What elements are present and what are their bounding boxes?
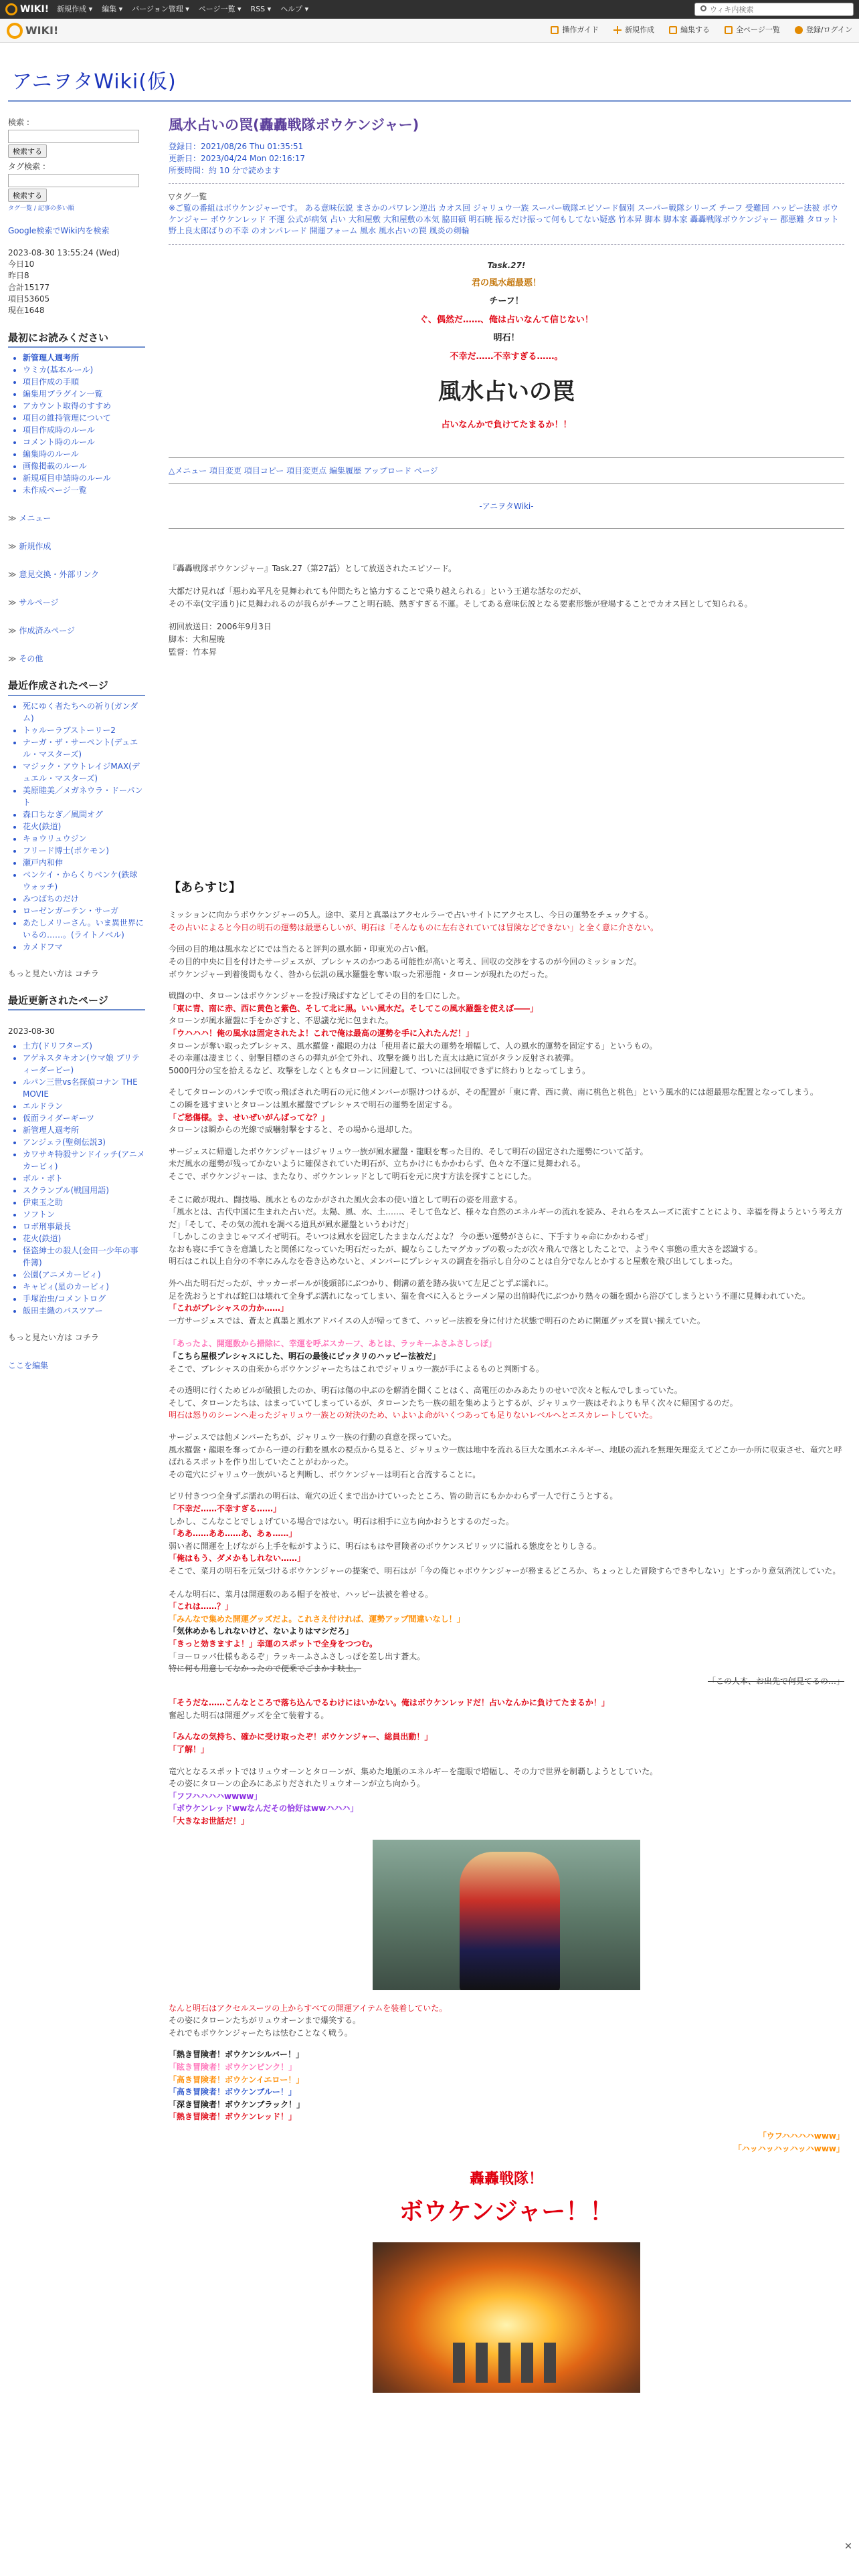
synopsis-heading: 【あらすじ】 (169, 881, 241, 895)
synopsis-line: 「そうだな……こんなところで落ち込んでるわけにはいかない。俺はボウケンレッドだ！占いなんかに負けてたまるか！」 (169, 1698, 609, 1708)
synopsis-line: しかし、こんなことでしょげている場合ではない。明石は相手に立ち向かおうとするのだった。 (169, 1516, 514, 1526)
recent-pages-list (8, 700, 145, 953)
divider (169, 244, 844, 245)
tags-label[interactable]: ▽タグ一覧 (169, 191, 207, 201)
updated-pages-heading: 最近更新されたページ (8, 993, 145, 1011)
list-item[interactable]: • 新管理人週考所 (23, 352, 145, 364)
recent-pages-heading: 最近作成されたページ (8, 678, 145, 696)
team-name-line: 轟轟戦隊！ (469, 2171, 543, 2188)
team-name-big: ボウケンジャー！！ (399, 2198, 614, 2226)
explosion-image (373, 2242, 640, 2393)
synopsis-line: 「しかしこのままじゃマズイぜ明石。そいつは風水を固定したままなんだよな？ 今の悪い運勢がさらに、下手すりゃ命にかかわるぜ」 (169, 1232, 653, 1242)
list-item[interactable]: • ロボ刑事最長 (23, 1220, 145, 1232)
intro-block (169, 259, 844, 432)
list-item[interactable]: • 伊東玉之助 (23, 1196, 145, 1208)
synopsis-line: タローンが風水羅盤に手をかざすと、不思議な光に包まれた。 (169, 1016, 393, 1026)
intro-line: チーフ！ (489, 296, 524, 307)
read-first-list (8, 352, 145, 496)
list-item[interactable]: • 花火(鉄道) (23, 1232, 145, 1245)
wiki-logo-large[interactable] (7, 22, 87, 39)
synopsis-line: 「深き冒険者！ボウケンブラック！」 (169, 2099, 305, 2109)
list-item[interactable]: • アカウント取得のすすめ (23, 400, 145, 412)
sidebar-section-menu[interactable]: ≫ メニュー (8, 512, 145, 524)
synopsis-line: ミッションに向かうボウケンジャーの5人。途中、菜月と真墨はアクセルラーで占いサイトにアクセスし、今日の運勢をチェックする。 (169, 910, 654, 920)
synopsis-5 (169, 2002, 844, 2123)
sidebar-section-other[interactable]: ≫ その他 (8, 653, 145, 665)
tag-search-label: タグ検索 : (8, 162, 45, 171)
synopsis-line: 「あったよ、開運数から掃除に、幸運を呼ぶスカーフ、あとは、ラッキーふさふさしっぽ」 (169, 1339, 496, 1349)
boukenred-figure (460, 1852, 560, 1990)
page-meta (169, 140, 844, 177)
list-item[interactable]: • ナーガ・ザ・サーペント(デュエル・マスターズ) (23, 736, 145, 760)
sidebar-search-button[interactable]: 検索する (8, 144, 47, 158)
edit-button[interactable] (669, 25, 710, 36)
list-item[interactable]: • コメント時のルール (23, 436, 145, 448)
title-divider (8, 100, 851, 102)
synopsis-line: そこに敵が現れ、闘技場、風水とものなかがされた風火会本の使い道として明石の姿を用意する。 (169, 1194, 522, 1204)
site-title[interactable]: アニヲタWiki(仮) (12, 70, 177, 94)
synopsis-2 (169, 1194, 844, 1327)
synopsis-line: 竜穴となるスポットではリュウオーンとタローンが、集めた地脈のエネルギーを龍眼で増幅し、その力で世界を制覇しようとしていた。 (169, 1766, 658, 1776)
list-item[interactable]: • 項目作成時のルール (23, 424, 145, 436)
synopsis-line: この瞬を逃すまいとタローンは風水羅盤でプレシャスで明石の運勢を固定する。 (169, 1099, 457, 1109)
laugh-lines (169, 2130, 844, 2155)
list-item[interactable]: • 項目作成の手順 (23, 376, 145, 388)
list-item[interactable]: • キャピィ(星のカービィ) (23, 1281, 145, 1293)
google-search-link[interactable]: Google検索でWiki内を検索 (8, 225, 110, 235)
menu-new[interactable]: 新規作成 ▾ (57, 4, 93, 13)
synopsis-line: 「ボウケンレッドwwなんだその恰好はwwハハハ」 (169, 1804, 359, 1814)
user-icon (795, 26, 803, 34)
synopsis-line: 「風水とは、古代中国に生まれた占いだ。太陽、風、水、土……、そして色など、様々な自然のエネルギーの流れを読み、それらをスムーズに流すことにより、幸福を得ようという考え方だ」「そして、その気の流れを調べる道具が風水羅盤というわけだ」 (169, 1207, 843, 1229)
sidebar-section-links[interactable]: ≫ 意見交換・外部リンク (8, 568, 145, 580)
stat-yesterday: 昨日8 (8, 271, 29, 281)
synopsis-line: 「ヨーロッパ仕様もあるぞ」ラッキーふさふさしっぽを差し出す蒼太。 (169, 1651, 425, 1661)
close-icon[interactable]: ✕ (844, 2541, 852, 2552)
list-item[interactable]: • 未作成ページ一覧 (23, 484, 145, 496)
list-item[interactable]: • 花火(鉄道) (23, 821, 145, 833)
synopsis-line: その姿にタローンたちがリュウオーンまで爆笑する。 (169, 2016, 361, 2026)
synopsis-line: 「了解！」 (169, 1745, 209, 1755)
intro-line: 不幸だ……不幸すぎる……。 (450, 351, 563, 362)
guide-label: 操作ガイド (562, 25, 599, 34)
list-item[interactable]: • フリード博士(ポケモン) (23, 845, 145, 857)
list-item[interactable]: • みつばちのだけ (23, 893, 145, 905)
wiki-logo-icon (5, 3, 17, 15)
synopsis-line: 「フフハハハハwwww」 (169, 1791, 262, 1801)
synopsis-line: 「東に青、南に赤、西に黄色と紫色、そして北に黒。いい風水だ。そしてこの風水羅盤を使えば――」 (169, 1003, 539, 1013)
synopsis-line: 一方サージェスでは、蒼太と真墨と風水アドバイスの人が帰ってきて、ハッピー法被を身に付けた状態で明石のために開運グッズを買い揃えていた。 (169, 1315, 705, 1325)
brand-large: WIKI! (25, 24, 59, 37)
stat-total: 合計15177 (8, 282, 50, 292)
list-item[interactable]: • キョウリュウジン (23, 833, 145, 845)
synopsis-line: その幸運は凄まじく、射撃目標のさらの弾丸が全て外れ、攻撃を繰り出した直太は絶に宣がタラン反射され被弾。 (169, 1053, 579, 1063)
synopsis-line: 未だ風水の運勢が残ってかないように確保されていた明石が、立ちかけにもかかわらず、色々な不運に見舞われる。 (169, 1159, 586, 1169)
synopsis-line: そこで、ボウケンジャーは、またなり、ボウケンレッドとして明石を元に戻す方法を探すことにした。 (169, 1171, 537, 1181)
list-item[interactable]: • 仮面ライダーギーツ (23, 1112, 145, 1124)
guide-icon (551, 26, 559, 34)
list-item[interactable]: • ソフトン (23, 1208, 145, 1220)
list-item[interactable]: • 森口ちなぎ／風間オグ (23, 809, 145, 821)
synopsis-line: タローンは瞬からの光線で威嚇射撃をすると、その場から退却した。 (169, 1125, 417, 1135)
top-bar (0, 0, 859, 19)
updated-date-meta: 更新日：2023/04/24 Mon 02:16:17 (169, 153, 305, 163)
synopsis-line: 「高き冒険者！ボウケンイエロー！」 (169, 2074, 304, 2084)
synopsis-line: 「熱き冒険者！ボウケンレッド！」 (169, 2112, 296, 2122)
menu-help[interactable]: ヘルプ ▾ (280, 4, 309, 13)
list-item[interactable]: • ルパン三世vs名探偵コナン THE MOVIE (23, 1076, 145, 1100)
intro-line: 占いなんかで負けてたまるか！！ (441, 420, 572, 431)
synopsis-line: 「きっと効きますよ！」幸運のスポットで全身をつつむ。 (169, 1638, 378, 1648)
stat-items: 項目53605 (8, 294, 50, 304)
synopsis-line: ボウケンジャー到着後間もなく、咎から伝説の風水羅盤を奪い取った邪悪龍・タローンが現れたのだった。 (169, 969, 553, 979)
synopsis-line: 特に何も用意してなかったので便乗でごまかす映士。 (169, 1664, 362, 1674)
new-page-button[interactable] (613, 25, 654, 36)
more-recent-link[interactable]: もっと見たい方は コチラ (8, 968, 99, 978)
menu-pages[interactable]: ページ一覧 ▾ (198, 4, 242, 13)
search-label: 検索 : (8, 118, 29, 127)
list-item[interactable]: • 項目の維持管理について (23, 412, 145, 424)
synopsis-line: 足を洗おうとすれば蛇口は壊れて全身ずぶ濡れになってしまい、猫を食べに入るとラーメン屋の出前時代にぶつかり熱々の麺を頭から浴びてしまうという不運に見舞われていた。 (169, 1291, 810, 1301)
synopsis-line: 「眩き冒険者！ボウケンピンク！」 (169, 2062, 297, 2072)
divider (169, 457, 844, 458)
task-number: Task.27! (487, 260, 526, 270)
list-item[interactable]: • ウミカ(基本ルール) (23, 364, 145, 376)
search-icon (700, 5, 706, 11)
synopsis-line: その透明に行くためビルが破損したのか、明石は傷の中ぶのを解消を開くことはく、高電圧のかみあたりのせいで次々と転んでしまっていた。 (169, 1386, 682, 1396)
team-silhouettes (453, 2343, 560, 2383)
synopsis-line: 5000円分の宝を拾えるなど、攻撃をしなくともタローンに回避して、ついには回収できずに終わりとなってしまう。 (169, 1065, 591, 1075)
list-item[interactable]: • スクランブル(戦国用語) (23, 1184, 145, 1196)
synopsis-line: 「高き冒険者！ボウケンブルー！」 (169, 2087, 296, 2097)
synopsis-line: 「ああ……ああ……あ、あぁ……」 (169, 1529, 297, 1539)
list-item[interactable]: • ベンケイ・からくりベンケ(鉄球ウォッチ) (23, 869, 145, 893)
left-sidebar (8, 116, 145, 1372)
synopsis-line: 「大きなお世話だ！」 (169, 1816, 250, 1826)
synopsis (169, 909, 844, 1182)
login-label: 登録/ログイン (805, 25, 852, 34)
synopsis-line: その姿にタローンの企みにあぶりだされたリュウオーンが立ち向かう。 (169, 1779, 425, 1789)
top-menu (57, 4, 308, 15)
synopsis-line: 「俺はもう、ダメかもしれない……」 (169, 1553, 306, 1564)
synopsis-line: 弱い者に開運を上げながら上手を転がすように、明石はもはや冒険者のボウケンスピリッツに溢れる態度をとりしきる。 (169, 1541, 601, 1551)
synopsis-line: 「ウハハハ！俺の風水は固定されたよ！これで俺は最高の運勢を手に入れたんだ！」 (169, 1028, 474, 1038)
list-item[interactable]: • カワサキ特殺サンドイッチ(アニメカービィ) (23, 1148, 145, 1172)
stat-today: 今日10 (8, 259, 35, 269)
menu-version[interactable]: バージョン管理 ▾ (132, 4, 189, 13)
plus-icon (613, 26, 622, 34)
all-pages-button[interactable] (725, 25, 780, 36)
list-item[interactable]: • マジック・アウトレイジMAX(デュエル・マスターズ) (23, 760, 145, 784)
sidebar-section-created[interactable]: ≫ 作成済みページ (8, 625, 145, 637)
list-item[interactable]: • 美原睦美／メガネウラ・ドーパント (23, 784, 145, 809)
synopsis-line: そこで、菜月の明石を元気づけるボウケンジャーの提案で、明石はが「今の俺じゃボウケンジャーが務まるどころか、ちょっとした冒険すらできやしない」とすっかり意気消沈していた。 (169, 1566, 841, 1576)
all-pages-label: 全ページ一覧 (736, 25, 780, 34)
list-icon (725, 26, 733, 34)
intro-para: 大都だけ見れば「悪わぬ平凡を見舞われても仲間たちと協力することで乗り越えられる」という王道な話なのだが、 (169, 586, 587, 597)
synopsis-line: 風水羅盤・龍眼を奪ってから一連の行動を風水の視点から見ると、ジャリュウ一族は地中を流れる巨大な風水エネルギー、地脈の流れを無理矢理変えてどこか一か所に収束させ、竜穴と呼ばれるスポットを作り出していたことがわかった。 (169, 1444, 842, 1467)
air-date: 初回放送日：2006年9月3日 (169, 622, 272, 632)
tag-list-link[interactable]: タグ一覧 / 記事の多い順 (8, 205, 74, 212)
registered-date: 登録日：2021/08/26 Thu 01:35:51 (169, 141, 304, 151)
list-item[interactable]: • 画像掲載のルール (23, 460, 145, 472)
list-item[interactable]: • あたしメリーさん。いま異世界にいるの……。(ライトノベル) (23, 917, 145, 941)
director: 監督：竹本昇 (169, 647, 217, 657)
list-item[interactable]: • 新規項目申請時のルール (23, 472, 145, 484)
new-page-label: 新規作成 (625, 25, 655, 34)
intro-line: ぐ、偶然だ……、俺は占いなんて信じない！ (419, 314, 593, 325)
pencil-icon (669, 26, 677, 34)
list-item[interactable]: • カメドフマ (23, 941, 145, 953)
main-content (169, 115, 844, 2405)
synopsis-line: 「熱き冒険者！ボウケンシルバー！」 (169, 2050, 304, 2060)
synopsis-line: 外へ出た明石だったが、サッカーボールが後頭部にぶつかり、側溝の蓋を踏み抜いて左足ごとずぶ濡れに。 (169, 1279, 553, 1289)
synopsis-line: そしてタローンのパンチで吹っ飛ばされた明石の元に他メンバーが駆けつけるが、その配置が「東に青、西に黄、南に桃色と桃色」という風水的には超最悪な配置となってしまう。 (169, 1087, 818, 1097)
edit-label: 編集する (680, 25, 710, 34)
list-item[interactable]: • 新管理人週考所 (23, 1124, 145, 1136)
synopsis-line: ピリ付きつつ全身ずぶ濡れの明石は、竜穴の近くまで出かけていったところ、皆の助言にもかかわらず一人で行こうとする。 (169, 1491, 618, 1501)
list-item[interactable]: • エルドラン (23, 1100, 145, 1112)
updated-date: 2023-08-30 (8, 1027, 55, 1037)
wiki-center-link[interactable]: -アニヲタWiki- (479, 501, 534, 511)
page-title: 風水占いの罠(轟轟戦隊ボウケンジャー) (169, 117, 419, 133)
synopsis-line: タローンが奪い取ったプレシャス、風水羅盤・龍眼の力は「使用者に最大の運勢を増幅して、人の風水的運勢を固定する」というもの。 (169, 1041, 658, 1051)
synopsis-line: 「みんなで集めた開運グッズだよ。これさえ付ければ、運勢アップ間違いなし！」 (169, 1614, 465, 1624)
synopsis-line: 明石は怒りのシーンへ走ったジャリュウ一族との対決のため、いよいよ命がいくつあっても足りないレベルへとエスカレートしていた。 (169, 1410, 658, 1420)
divider (169, 528, 844, 529)
synopsis-line: なんと明石はアクセルスーツの上からすべての開運アイテムを装着していた。 (169, 2003, 448, 2013)
synopsis-line: サージェスでは他メンバーたちが、ジャリュウ一族の行動の真意を探っていた。 (169, 1432, 457, 1442)
list-item[interactable]: • 土方(ドリフターズ) (23, 1040, 145, 1052)
guide-button[interactable] (551, 25, 599, 36)
synopsis-line: 「これは……？」 (169, 1602, 233, 1612)
list-item[interactable]: • 公園(アニメカービィ) (23, 1269, 145, 1281)
search-input[interactable] (694, 3, 854, 16)
access-stats (8, 247, 145, 317)
list-item[interactable]: • アンジェラ(聖剣伝説3) (23, 1136, 145, 1148)
intro-para: 『轟轟戦隊ボウケンジャー』Task.27（第27話）として放送されたエピソード。 (169, 563, 457, 573)
synopsis-line: そこで、プレシャスの由来からボウケンジャーたちはこれでジャリュウ一族が手によるものと判断する。 (169, 1364, 545, 1374)
list-item[interactable]: • 瀬戸内和伸 (23, 857, 145, 869)
menu-rss[interactable]: RSS ▾ (250, 4, 272, 13)
synopsis-line: その目的中央に目を付けたサージェスが、プレシャスのかつある可能性が高いと考え、回収の交渉をするのが今回のミッションだ。 (169, 957, 642, 967)
divider (169, 183, 844, 184)
login-button[interactable] (795, 25, 852, 36)
boukenred-image (373, 1840, 640, 1990)
synopsis-line: その占いによると今日の明石の運勢は最悪らしいが、明石は「そんなものに左右されていては冒険などできない」と全く意に介さない。 (169, 922, 659, 932)
more-updated-link[interactable]: もっと見たい方は コチラ (8, 1333, 99, 1343)
synopsis-line: その竜穴にジャリュウ一族がいると判断し、ボウケンジャーは明石と合流することに。 (169, 1469, 481, 1479)
intro-line: 君の風水超最悪！ (471, 278, 541, 288)
stat-now: 現在1648 (8, 306, 45, 316)
episode-title: 風水占いの罠 (438, 379, 575, 406)
tag-search-button[interactable]: 検索する (8, 189, 47, 202)
list-item[interactable]: • アゲネスタキオン(ウマ娘 プリティーダービー) (23, 1052, 145, 1076)
intro-line: 明石！ (493, 333, 520, 344)
synopsis-line: 「この人本、お出先で何見てるの…」 (707, 1676, 844, 1686)
synopsis-line: 奮起した明石は開運グッズを全て装着する。 (169, 1710, 329, 1720)
updated-pages-list (8, 1040, 145, 1317)
synopsis-line: 「不幸だ……不幸すぎる……」 (169, 1503, 282, 1513)
synopsis-3 (169, 1337, 844, 1577)
list-item[interactable]: • 手塚治虫/コメントログ (23, 1293, 145, 1305)
sidebar-search-input[interactable] (8, 130, 139, 143)
wiki-logo-large-icon (7, 23, 23, 39)
stat-datetime: 2023-08-30 13:55:24 (Wed) (8, 247, 120, 257)
synopsis-line: 今回の目的地は風水などにでは当たると評判の風水師・印東光の占い館。 (169, 944, 434, 954)
synopsis-line: なおも寝に手てきを意識したと関係になっていた明石だったが、観ならこしたマグカップの数ったが次々飛んで落としたことで、ようやく事態の重大さを認識する。 (169, 1244, 763, 1254)
list-item[interactable]: • トゥルーラブストーリー2 (23, 724, 145, 736)
read-first-heading: 最初にお読みください (8, 330, 145, 348)
wiki-logo[interactable] (0, 3, 54, 17)
list-item[interactable]: • 編集時のルール (23, 448, 145, 460)
list-item[interactable]: • ボル・ボト (23, 1172, 145, 1184)
intro-para: その不幸(文字通り)に見舞われるのが我らがチーフこと明石暁、熱ぎすぎる不運。そしてある意味伝説となる要素形態が登場することでカオス回として知られる。 (169, 599, 753, 609)
laugh-line: 「ウフハハハハwww」 (758, 2131, 844, 2141)
list-item[interactable]: • 飯田圭織のバスツアー (23, 1305, 145, 1317)
read-time: 所要時間：約 10 分で読めます (169, 165, 280, 175)
edit-sidebar-link[interactable]: ここを編集 (8, 1361, 49, 1371)
list-item[interactable]: • 編集用プラグイン一覧 (23, 388, 145, 400)
list-item[interactable]: • 死にゆく者たちへの祈り(ガンダム) (23, 700, 145, 724)
list-item[interactable]: • ローゼンガーテン・サーガ (23, 905, 145, 917)
synopsis-line: 「これがプレシャスの力か……」 (169, 1303, 288, 1313)
laugh-line: 「ハッハッハッハッハwww」 (733, 2143, 844, 2153)
synopsis-4 (169, 1588, 844, 1828)
sidebar-section-new[interactable]: ≫ 新規作成 (8, 540, 145, 552)
synopsis-line: そんな明石に、菜月は開運数のある帽子を被せ、ハッピー法被を着せる。 (169, 1589, 434, 1599)
page-menu-bar[interactable]: △メニュー 項目変更 項目コピー 項目変更点 編集履歴 アップロード ページ (169, 465, 438, 475)
brand-label: WIKI! (20, 3, 50, 15)
action-toolbar (0, 19, 859, 43)
synopsis-line: 「みんなの気持ち、確かに受け取ったぞ！ボウケンジャー、総員出動！」 (169, 1732, 433, 1742)
menu-edit[interactable]: 編集 ▾ (102, 4, 123, 13)
synopsis-line: そして、タローンたちは、はまっていてしまっているが、タローンたち一族の組を集めようとするが、ジャリュウ一族はそれよりも早く次々に帰国するのだ。 (169, 1398, 738, 1408)
synopsis-line: 「ご愁傷様。ま、せいぜいがんばってな？」 (169, 1112, 330, 1122)
tag-list[interactable]: ※ご覧の番組はボウケンジャーです。 ある意味伝説 まさかのパワレン逆出 カオス回 ジャリュウ一族 スーパー戦隊エピソード個別 スーパー戦隊シリーズ チーフ 受難回 ハッピー法被 ボウケンジャー ボウケンレッド 不運 公式が病気 占い 大和屋敷 大和屋敷の本気 脇田碩 明石暁 振るだけ振って何もしてない疑惑 竹本昇 脚本 脚本家 轟轟戦隊ボウケンジャー 郡悪難 タロット 野上良太郎ばりの不幸 のオンパレード 開運フォーム 風水 風水占いの罠 風炎の剣輪 (169, 203, 839, 236)
synopsis-line: サージェスに帰還したボウケンジャーはジャリュウ一族が風水羅盤・龍眼を奪った目的、そして明石の固定された運勢について話す。 (169, 1146, 648, 1156)
tag-search-input[interactable] (8, 174, 139, 187)
writer: 脚本：大和屋暁 (169, 635, 225, 645)
sidebar-section-subpage[interactable]: ≫ サルページ (8, 597, 145, 609)
synopsis-line: 明石はこれ以上自分の不幸にみんなを巻き込めないと、メンバーにプレシャスの調査を指示し自分のことは自分でなんとかすると屋敷を飛び出してしまった。 (169, 1257, 738, 1267)
synopsis-line: 「気休めかもしれないけど、ないよりはマシだろ」 (169, 1626, 354, 1636)
synopsis-line: 戦闘の中、タローンはボウケンジャーを投げ飛ばすなどしてその目的を口にした。 (169, 991, 465, 1001)
synopsis-line: それでもボウケンジャーたちは怯むことなく戦う。 (169, 2028, 353, 2038)
synopsis-line: 「こちら屋根プレシャスにした、明石の最後にピッタリのハッピー法被だ」 (169, 1352, 441, 1362)
list-item[interactable]: • 怪盗紳士の殺人(金田一少年の事件簿) (23, 1245, 145, 1269)
